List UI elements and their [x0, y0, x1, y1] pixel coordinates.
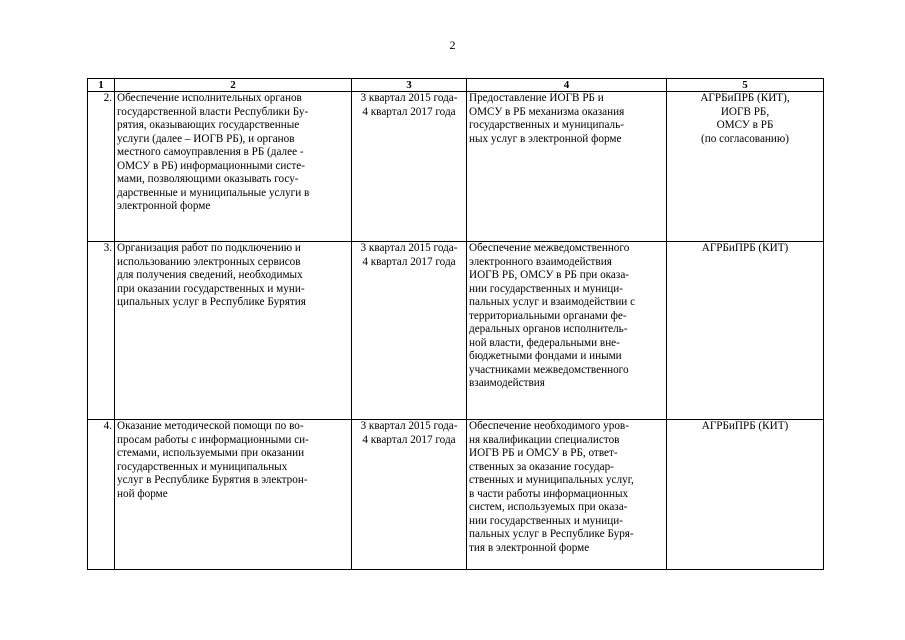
result-line: ня квалификации специалистов: [469, 433, 620, 446]
result-line: тия в электронной форме: [469, 541, 590, 554]
table-row: [88, 420, 824, 570]
executor-cell: [667, 420, 824, 570]
executor-line: АГРБиПРБ (КИТ): [701, 242, 789, 254]
result-line: деральных органов исполнитель-: [469, 323, 628, 335]
result-line: ной власти, федеральными вне-: [469, 336, 620, 349]
measure-name-cell: [115, 242, 352, 420]
header-col-5: 5: [667, 79, 824, 92]
executor-cell: [667, 92, 824, 242]
term-line: 4 квартал 2017 года: [362, 105, 456, 118]
result-line: в части работы информационных: [469, 487, 629, 500]
executor-line: ИОГВ РБ,: [720, 105, 770, 118]
result-line: ИОГВ РБ, ОМСУ в РБ при оказа-: [469, 269, 630, 281]
header-col-4: 4: [467, 79, 667, 92]
result-line: ственных и муниципальных услуг,: [469, 474, 634, 486]
page-number: 2: [449, 38, 456, 52]
measure-name-line: рятия, оказывающих государственные: [117, 119, 300, 131]
header-col-1: 1: [88, 79, 115, 92]
result-line: нии государственных и муници-: [469, 514, 623, 527]
measure-name-line: ципальных услуг в Республике Бурятия: [117, 296, 306, 308]
row-number-cell: [88, 420, 115, 570]
table-row: [88, 242, 824, 420]
term-line: 3 квартал 2015 года-: [360, 92, 458, 104]
measure-name-line: услуг в Республике Бурятия в электрон-: [117, 474, 308, 486]
result-line: взаимодействия: [469, 377, 545, 389]
executor-line: АГРБиПРБ (КИТ): [701, 420, 789, 432]
executor-line: (по согласованию): [701, 132, 789, 145]
table-header-row: [88, 79, 824, 92]
measure-name-line: ной форме: [117, 487, 168, 500]
header-col-3: 3: [352, 79, 467, 92]
row-number-cell: [88, 242, 115, 420]
measure-name-line: государственной власти Республики Бу-: [117, 105, 309, 118]
measure-name-line: просам работы с информационными си-: [117, 433, 309, 446]
row-number: 2.: [103, 92, 112, 104]
header-col-2: 2: [115, 79, 352, 92]
result-line: ных услуг в электронной форме: [469, 132, 622, 145]
result-line: пальных услуг и взаимодействии с: [469, 296, 636, 308]
measure-name-line: для получения сведений, необходимых: [117, 269, 303, 281]
result-line: участниками межведомственного: [469, 363, 629, 376]
measure-name-line: электронной форме: [117, 200, 211, 212]
result-line: систем, используемых при оказа-: [469, 501, 628, 513]
measure-name-cell: [115, 92, 352, 242]
executor-cell: [667, 242, 824, 420]
measure-name-line: Обеспечение исполнительных органов: [117, 92, 302, 104]
measure-name-line: дарственные и муниципальные услуги в: [117, 186, 310, 199]
measure-name-line: государственных и муниципальных: [117, 460, 288, 473]
term-line: 4 квартал 2017 года: [362, 255, 456, 268]
result-line: государственных и муниципаль-: [469, 119, 624, 131]
result-cell: [467, 92, 667, 242]
result-line: ственных за оказание государ-: [469, 460, 614, 473]
result-cell: [467, 242, 667, 420]
row-number-cell: [88, 92, 115, 242]
term-line: 3 квартал 2015 года-: [360, 420, 458, 432]
measure-name-line: при оказании государственных и муни-: [117, 282, 305, 295]
result-line: Обеспечение межведомственного: [469, 242, 630, 254]
result-cell: [467, 420, 667, 570]
row-number: 4.: [103, 420, 112, 432]
table-body: [88, 92, 824, 570]
term-cell: [352, 420, 467, 570]
measure-name-line: мами, позволяющими оказывать госу-: [117, 173, 299, 185]
result-line: бюджетными фондами и иными: [469, 350, 622, 362]
term-line: 3 квартал 2015 года-: [360, 242, 458, 254]
result-line: нии государственных и муници-: [469, 282, 623, 295]
result-line: электронного взаимодействия: [469, 255, 612, 268]
result-line: ИОГВ РБ и ОМСУ в РБ, ответ-: [469, 447, 618, 459]
table-row: [88, 92, 824, 242]
measure-name-line: использованию электронных сервисов: [117, 255, 301, 268]
result-line: ОМСУ в РБ механизма оказания: [469, 105, 625, 118]
result-line: пальных услуг в Республике Буря-: [469, 528, 634, 540]
row-number: 3.: [103, 242, 112, 254]
term-line: 4 квартал 2017 года: [362, 433, 456, 446]
executor-line: АГРБиПРБ (КИТ),: [700, 92, 790, 104]
measure-name-cell: [115, 420, 352, 570]
result-line: территориальными органами фе-: [469, 309, 627, 322]
measure-name-line: услуги (далее – ИОГВ РБ), и органов: [117, 132, 295, 145]
term-cell: [352, 92, 467, 242]
measure-name-line: Организация работ по подключению и: [117, 242, 301, 254]
result-line: Предоставление ИОГВ РБ и: [469, 92, 604, 104]
term-cell: [352, 242, 467, 420]
executor-line: ОМСУ в РБ: [716, 119, 774, 131]
measure-name-line: ОМСУ в РБ) информационными систе-: [117, 159, 305, 172]
measure-name-line: местного самоуправления в РБ (далее -: [117, 146, 304, 158]
measures-table: [87, 78, 824, 570]
measure-name-line: Оказание методической помощи по во-: [117, 420, 304, 432]
measure-name-line: стемами, используемыми при оказании: [117, 447, 305, 459]
result-line: Обеспечение необходимого уров-: [469, 420, 629, 432]
